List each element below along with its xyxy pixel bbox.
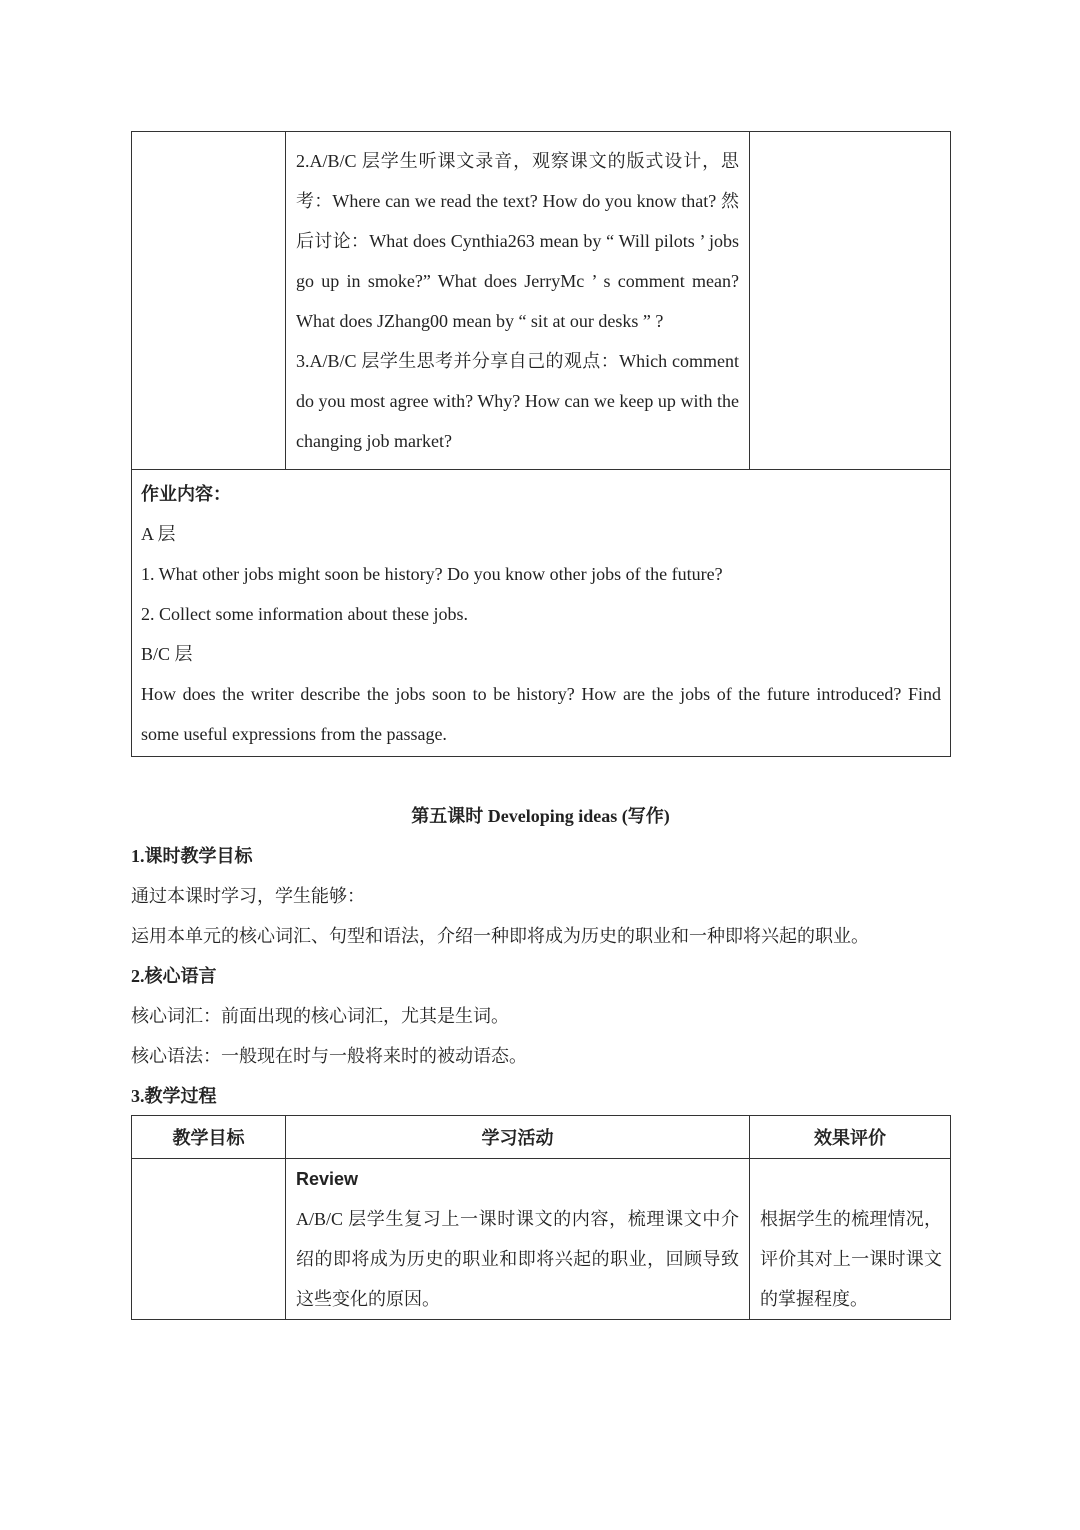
header-teaching-goal: 教学目标 (132, 1116, 286, 1159)
level-bc-text: How does the writer describe the jobs soon to be history? How are the jobs of the future introduced? Find some useful expressions from the passage. (141, 684, 941, 744)
level-a-item-2: 2. Collect some information about these jobs. (141, 604, 468, 624)
activity-cell (286, 1159, 750, 1320)
header-learning-activity: 学习活动 (286, 1116, 750, 1159)
review-title: Review (296, 1169, 359, 1189)
evaluation-cell-empty (750, 132, 951, 470)
level-a-label: A 层 (141, 524, 176, 544)
activity-step-2: 2.A/B/C 层学生听课文录音，观察课文的版式设计，思考：Where can we read the text? How do you know that? 然后讨论：What does Cynthia263 mean by “ Will pilots ’ jobs go up in smoke?” What does JerryMc ’ s comment mean? What does JZhang00 mean by “ sit at our desks ” ? (296, 151, 739, 331)
activity-cell (286, 132, 750, 470)
lesson5-title: 第五课时 Developing ideas (写作) (411, 806, 670, 826)
goal-heading: 1.课时教学目标 (131, 846, 253, 866)
homework-title: 作业内容： (141, 484, 231, 504)
activity-step-3: 3.A/B/C 层学生思考并分享自己的观点：Which comment do you most agree with? Why? How can we keep up with the changing job market? (296, 351, 739, 451)
level-bc-label: B/C 层 (141, 644, 193, 664)
core-grammar: 核心语法：一般现在时与一般将来时的被动语态。 (131, 1046, 527, 1066)
process-heading: 3.教学过程 (131, 1086, 217, 1106)
evaluation-text: 根据学生的梳理情况，评价其对上一课时课文的掌握程度。 (760, 1209, 942, 1309)
table-header-row (132, 1116, 951, 1159)
level-a-item-1: 1. What other jobs might soon be history? Do you know other jobs of the future? (141, 564, 723, 584)
lesson5-body (131, 836, 950, 1116)
lesson5-process-table (131, 1115, 951, 1320)
evaluation-cell (750, 1159, 951, 1320)
goal-intro: 通过本课时学习，学生能够： (131, 886, 365, 906)
table-row (132, 470, 951, 757)
review-text: A/B/C 层学生复习上一课时课文的内容，梳理课文中介绍的即将成为历史的职业和即将兴起的职业，回顾导致这些变化的原因。 (296, 1209, 739, 1309)
goal-cell-empty (132, 132, 286, 470)
core-language-heading: 2.核心语言 (131, 966, 217, 986)
header-evaluation: 效果评价 (750, 1116, 951, 1159)
core-vocabulary: 核心词汇：前面出现的核心词汇，尤其是生词。 (131, 1006, 509, 1026)
goal-text: 运用本单元的核心词汇、句型和语法，介绍一种即将成为历史的职业和一种即将兴起的职业。 (131, 926, 869, 946)
goal-cell-empty (132, 1159, 286, 1320)
table-row (132, 1159, 951, 1320)
lesson4-process-table-continued (131, 131, 951, 757)
homework-cell (132, 470, 951, 757)
table-row (132, 132, 951, 470)
